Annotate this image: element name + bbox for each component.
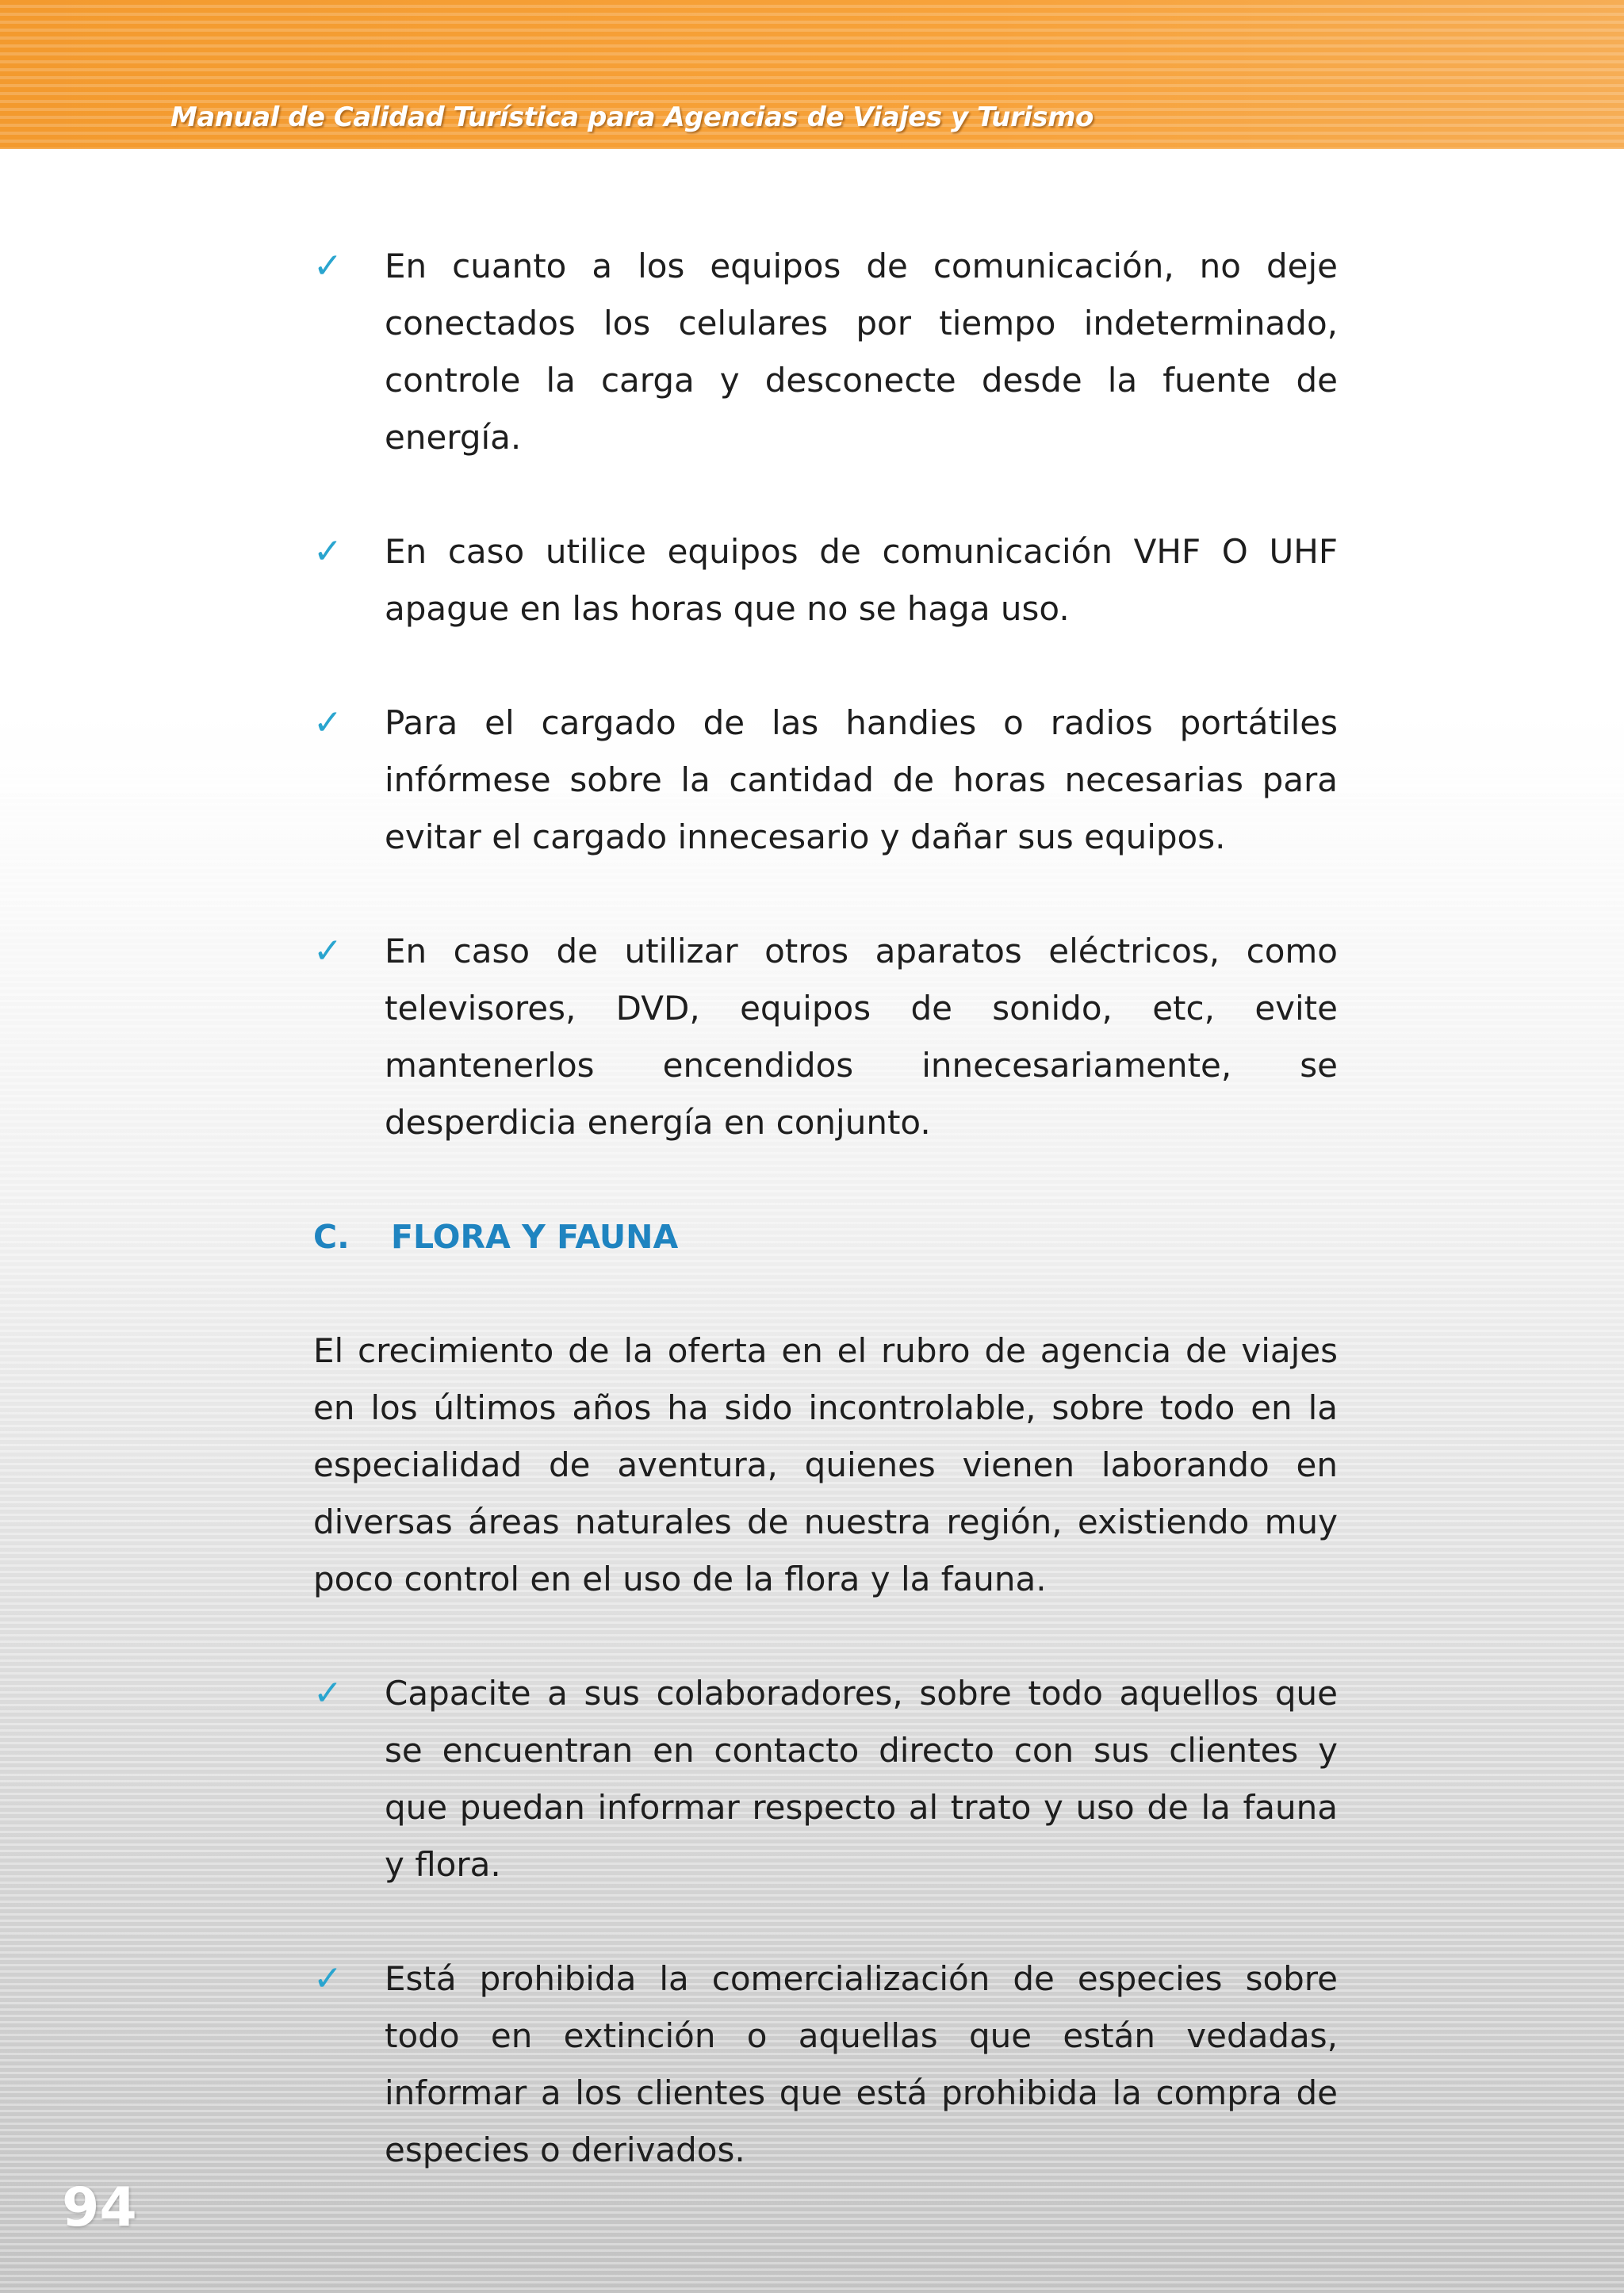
check-mark-icon: ✓ [313,702,343,743]
bullet-text: Capacite a sus colaboradores, sobre todo aquellos que se encuentran en contacto directo con sus clientes y que puedan informar respecto al trato y uso de la fauna y flora. [385,1674,1338,1884]
bullet-text: En cuanto a los equipos de comunicación, no deje conectados los celulares por tiempo indeterminado, controle la carga y desconecte desde la fuente de energía. [385,247,1338,457]
page-number: 94 [62,2176,137,2239]
section-title: FLORA Y FAUNA [391,1218,679,1256]
bullet-item [313,523,1338,637]
bullet-item [313,1665,1338,1893]
page-header-band [0,0,1624,149]
section-paragraph: El crecimiento de la oferta en el rubro de agencia de viajes en los últimos años ha sido incontrolable, sobre todo en la especialidad de aventura, quienes vienen laborando en diversas áreas naturales de nuestra región, existiendo muy poco control en el uso de la flora y la fauna. [313,1331,1338,1598]
check-mark-icon: ✓ [313,1673,343,1713]
bullet-item [313,695,1338,866]
bullet-text: Está prohibida la comercialización de especies sobre todo en extinción o aquellas que están vedadas, informar a los clientes que está prohibida la compra de especies o derivados. [385,1959,1338,2169]
section-heading [313,1208,1338,1265]
header-title: Manual de Calidad Turística para Agencias de Viajes y Turismo [170,101,1094,133]
bullet-item [313,1950,1338,2179]
bullet-text: Para el cargado de las handies o radios portátiles infórmese sobre la cantidad de horas necesarias para evitar el cargado innecesario y dañar sus equipos. [385,703,1338,856]
bullet-text: En caso de utilizar otros aparatos eléctricos, como televisores, DVD, equipos de sonido, etc, evite mantenerlos encendidos innecesariamente, se desperdicia energía en conjunto. [385,932,1338,1142]
bullet-item [313,923,1338,1151]
check-mark-icon: ✓ [313,931,343,971]
page-content [313,238,1338,2236]
check-mark-icon: ✓ [313,531,343,572]
bullet-text: En caso utilice equipos de comunicación VHF O UHF apague en las horas que no se haga uso. [385,532,1338,628]
bullet-item [313,238,1338,466]
check-mark-icon: ✓ [313,1958,343,1999]
check-mark-icon: ✓ [313,246,343,286]
section-letter: C. [313,1218,350,1256]
